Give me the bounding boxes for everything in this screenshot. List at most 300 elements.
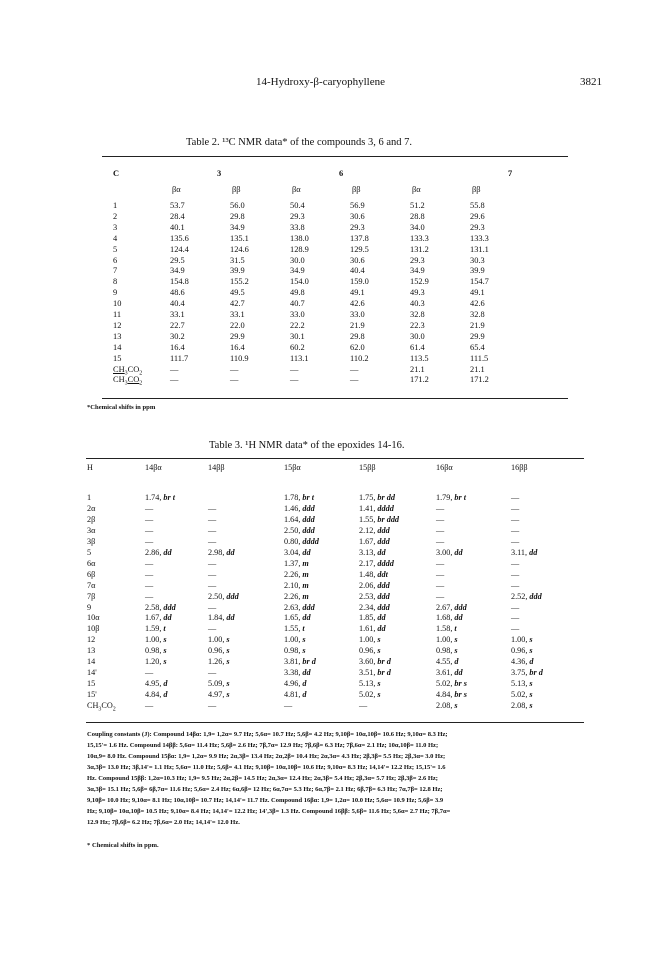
table2-cell: 33.1 <box>170 310 185 319</box>
table2-header-row <box>113 169 593 179</box>
coupling-line: 9,10β= 10.0 Hz; 9,10α= 8.1 Hz; 10α,10β= 10.7 Hz; 14,14'= 11.7 Hz. Compound 16βα: 1,9= 1,2α= 10.0 Hz; 5,6α= 10.9 Hz; 5,6β= 3.9 <box>87 797 444 804</box>
table2-cell: 131.1 <box>470 244 489 254</box>
table2-row-label: 1 <box>113 201 118 210</box>
table3-row-label: 12 <box>87 635 96 645</box>
table2-cell: 53.7 <box>170 201 185 210</box>
table3-cell: 1.84, dd <box>208 613 235 623</box>
table2-cell: — <box>230 364 239 374</box>
table2-cell: 29.8 <box>350 331 365 341</box>
table3-cell: 4.84, br s <box>436 690 467 700</box>
table3-cell: 1.00, s <box>145 635 167 645</box>
table3-cell: 2.52, ddd <box>511 591 542 601</box>
table3-cell: — <box>511 514 520 524</box>
table3-header: 15βα <box>284 463 301 472</box>
table2-cell: 159.0 <box>350 277 369 287</box>
table3-cell: 0.96, s <box>359 646 381 656</box>
table2-compound-6: 6 <box>339 169 344 178</box>
table3-cell: — <box>145 558 154 568</box>
table3-row-label: 15 <box>87 679 96 689</box>
table2-cell: — <box>170 364 179 374</box>
table3-cell: 1.58, t <box>436 624 457 634</box>
table3-caption: Table 3. ¹H NMR data* of the epoxides 14-16. <box>209 440 405 451</box>
table3-row <box>87 603 587 613</box>
table3-cell: 2.34, ddd <box>359 602 390 612</box>
table3-row-label: 7β <box>87 591 96 601</box>
table2-cell: 32.8 <box>470 310 485 319</box>
page-number: 3821 <box>580 76 602 88</box>
table3-row-label: 1 <box>87 493 92 502</box>
table2-cell: 33.0 <box>350 310 365 319</box>
table2-cell: 49.5 <box>230 288 245 298</box>
table3-cell: — <box>511 624 520 634</box>
table3-row <box>87 515 587 525</box>
table3-cell: 3.75, br d <box>511 668 543 678</box>
table2-cell: 135.1 <box>230 233 249 243</box>
table3-cell: 2.63, ddd <box>284 602 315 612</box>
table2-cell: 113.5 <box>410 353 429 363</box>
table3-row-label: 2β <box>87 514 96 524</box>
table2-subheader: βα <box>172 185 181 194</box>
table2-cell: 51.2 <box>410 201 425 210</box>
table3-cell: 3.61, dd <box>436 668 463 678</box>
table2-cell: 28.8 <box>410 211 425 221</box>
table2-row-label: 13 <box>113 331 122 341</box>
table2-row <box>113 299 593 309</box>
table2-row <box>113 354 593 364</box>
table2-row <box>113 212 593 222</box>
coupling-line: Hz. Compound 15ββ: 1,2α=10.3 Hz; 1,9= 9.5 Hz; 2α,2β= 14.5 Hz; 2α,3α= 12.4 Hz; 2α,3β= 5.4 Hz; 2β,3α= 5.7 Hz; 2β,3β= 2.6 Hz; <box>87 775 438 782</box>
table2-cell: 21.1 <box>410 364 425 374</box>
table2-cell: 40.4 <box>170 299 185 309</box>
table2-subheader: βα <box>292 185 301 194</box>
table3-cell: 2.08, s <box>511 701 533 711</box>
table2-cell: 171.2 <box>470 375 489 385</box>
table2-top-rule <box>102 156 568 157</box>
table2-row <box>113 277 593 287</box>
table2-cell: 39.9 <box>230 266 245 276</box>
table3-row-label: 15' <box>87 690 97 700</box>
table3-cell: 1.48, ddt <box>359 569 388 579</box>
table3-cell: — <box>208 525 217 535</box>
coupling-line: 3α,3β= 15.1 Hz; 5,6β= 6β,7α= 11.6 Hz; 5,6α= 2.4 Hz; 6α,6β= 12 Hz; 6α,7α= 5.3 Hz; 6α,7β= 2.1 Hz; 6β,7β= 6.3 Hz; 7α,7β= 12.8 Hz; <box>87 786 443 793</box>
table3-cell: 1.37, m <box>284 558 309 568</box>
table3-cell: 0.96, s <box>511 646 533 656</box>
table2-row <box>113 266 593 276</box>
table2-cell: 29.3 <box>410 255 425 265</box>
table2-cell: 171.2 <box>410 375 429 385</box>
table2-cell: 34.9 <box>410 266 425 276</box>
table3-row-label: 2α <box>87 503 96 513</box>
table2-cell: 29.6 <box>470 211 485 221</box>
table3-cell: — <box>145 525 154 535</box>
table2-cell: — <box>290 375 299 385</box>
table3-cell: 3.13, dd <box>359 547 386 557</box>
table3-cell: 3.38, dd <box>284 668 311 678</box>
table2-cell: 60.2 <box>290 342 305 352</box>
table2-row-label: 12 <box>113 320 122 330</box>
table3-row <box>87 624 587 634</box>
table3-cell: 1.79, br t <box>436 493 467 502</box>
table3-row <box>87 592 587 602</box>
table3-cell: 1.67, ddd <box>359 536 390 546</box>
table2-cell: 30.6 <box>350 211 365 221</box>
table3-cell: 5.02, s <box>359 690 381 700</box>
table3-cell: — <box>208 503 217 513</box>
table2-cell: 133.3 <box>410 233 429 243</box>
table3-cell: — <box>208 701 217 711</box>
table3-row-label: 10β <box>87 624 100 634</box>
table3-cell: 1.20, s <box>145 657 167 667</box>
table2-cell: 111.7 <box>170 353 189 363</box>
table3-cell: 1.68, dd <box>436 613 463 623</box>
table2-bottom-rule <box>102 398 568 399</box>
table2-cell: — <box>170 375 179 385</box>
table2-col-c: C <box>113 169 120 178</box>
table2-row-label: 4 <box>113 233 118 243</box>
table3-cell: — <box>436 503 445 513</box>
table3-cell: 1.00, s <box>208 635 230 645</box>
table2-row-label: 5 <box>113 244 118 254</box>
coupling-line: 10α,9= 8.0 Hz. Compound 15βα: 1,9= 1,2α= 9.9 Hz; 2α,3β= 13.4 Hz; 2α,2β= 10.4 Hz; 2α,3α= 4.3 Hz; 2β,3β= 5.5 Hz; 2β,3α= 3.0 Hz; <box>87 753 446 760</box>
table2-cell: 110.9 <box>230 353 249 363</box>
table2-cell: 30.0 <box>290 255 305 265</box>
table2-row-label: 10 <box>113 299 122 309</box>
table3-cell: 0.98, s <box>145 646 167 656</box>
table2-row <box>113 343 593 353</box>
table3-cell: — <box>436 525 445 535</box>
table3-cell: — <box>436 569 445 579</box>
table3-cell: — <box>436 580 445 590</box>
table3-cell: 1.78, br t <box>284 493 315 502</box>
table3-cell: 5.02, br s <box>436 679 467 689</box>
table3-row-label: 14' <box>87 668 97 678</box>
table2-subheader-row <box>113 185 593 195</box>
table2-cell: 21.9 <box>470 320 485 330</box>
table3-top-rule <box>86 458 584 459</box>
table2-cell: 22.3 <box>410 320 425 330</box>
table2-subheader: βα <box>412 185 421 194</box>
table3-row <box>87 581 587 591</box>
table2-row-label: 11 <box>113 310 122 319</box>
table3-cell: 2.67, ddd <box>436 602 467 612</box>
table2-row-label: 15 <box>113 353 122 363</box>
table3-cell: 1.64, ddd <box>284 514 315 524</box>
table3-cell: 2.50, ddd <box>208 591 239 601</box>
table2-cell: 34.9 <box>290 266 305 276</box>
table3-row <box>87 504 587 514</box>
table2-row <box>113 332 593 342</box>
table2-row <box>113 288 593 298</box>
table2-cell: 34.9 <box>170 266 185 276</box>
table2-cell: 29.3 <box>350 222 365 232</box>
table2-row-label: 6 <box>113 255 118 265</box>
running-title: 14-Hydroxy-β-caryophyllene <box>256 76 385 88</box>
table3-cell: — <box>511 525 520 535</box>
table3-row-label: 3α <box>87 525 96 535</box>
coupling-line: 3α,3β= 13.0 Hz; 3β,14'= 1.1 Hz; 5,6α= 11.0 Hz; 5,6β= 4.1 Hz; 9,10β= 10α,10β= 10.6 Hz; 9,10α= 8.3 Hz; 14,14'= 12.2 Hz; 15,15'= 1.6 <box>87 764 446 771</box>
table3-row <box>87 668 587 678</box>
table2-cell: 40.7 <box>290 299 305 309</box>
table2-row-label: 7 <box>113 266 118 276</box>
table3-cell: 1.59, t <box>145 624 166 634</box>
table3-cell: — <box>436 536 445 546</box>
table2-cell: 131.2 <box>410 244 429 254</box>
table2-cell: 49.8 <box>290 288 305 298</box>
table3-cell: — <box>145 701 154 711</box>
table3-cell: 1.75, br dd <box>359 493 395 502</box>
table3-cell: 3.60, br d <box>359 657 391 667</box>
table2-cell: 22.7 <box>170 320 185 330</box>
table2-cell: 113.1 <box>290 353 309 363</box>
table3-cell: — <box>511 613 520 623</box>
table3-row-label: 7α <box>87 580 96 590</box>
table2-cell: — <box>230 375 239 385</box>
table2-cell: 56.0 <box>230 201 245 210</box>
table3-cell: 0.98, s <box>436 646 458 656</box>
table3-cell: — <box>511 493 520 502</box>
table3-cell: 0.98, s <box>284 646 306 656</box>
table3-cell: 2.26, m <box>284 569 309 579</box>
table2-subheader: ββ <box>232 185 241 194</box>
table2-cell: 28.4 <box>170 211 185 221</box>
table3-row <box>87 679 587 689</box>
table3-cell: — <box>145 668 154 678</box>
table3-row <box>87 701 587 711</box>
table3-cell: — <box>208 514 217 524</box>
table3-cell: 3.00, dd <box>436 547 463 557</box>
table2-cell: 33.1 <box>230 310 245 319</box>
table3-cell: — <box>208 536 217 546</box>
table3-cell: — <box>145 569 154 579</box>
table3-row <box>87 570 587 580</box>
table3-cell: 2.26, m <box>284 591 309 601</box>
table2-cell: 50.4 <box>290 201 305 210</box>
table2-cell: — <box>290 364 299 374</box>
table3-cell: 2.98, dd <box>208 547 235 557</box>
table2-cell: 42.6 <box>350 299 365 309</box>
table3-cell: 3.81, br d <box>284 657 316 667</box>
table3-cell: — <box>208 602 217 612</box>
table3-cell: — <box>511 602 520 612</box>
table2-cell: 32.8 <box>410 310 425 319</box>
table3-cell: — <box>359 701 368 711</box>
table3-cell: 2.06, ddd <box>359 580 390 590</box>
table3-cell: — <box>208 569 217 579</box>
table2-row <box>113 365 593 375</box>
table3-row <box>87 690 587 700</box>
table2-cell: 30.1 <box>290 331 305 341</box>
table3-footnote: * Chemical shifts in ppm. <box>87 842 159 849</box>
table3-cell: 3.04, dd <box>284 547 311 557</box>
table3-header: 14βα <box>145 463 162 472</box>
table2-row <box>113 321 593 331</box>
table3-cell: — <box>145 536 154 546</box>
table3-cell: 4.81, d <box>284 690 307 700</box>
table2-cell: 29.9 <box>470 331 485 341</box>
table3-cell: 5.02, s <box>511 690 533 700</box>
table2-cell: 55.8 <box>470 201 485 210</box>
table3-row <box>87 635 587 645</box>
table3-cell: 1.61, dd <box>359 624 386 634</box>
table2-cell: 124.6 <box>230 244 249 254</box>
table3-bottom-rule <box>86 722 584 723</box>
table3-cell: — <box>208 668 217 678</box>
table3-cell: 4.97, s <box>208 690 230 700</box>
table3-header: 16βα <box>436 463 453 472</box>
table2-row-label: $CH_3CO_2$ <box>113 364 143 377</box>
table3-row <box>87 493 587 503</box>
table2-cell: 154.0 <box>290 277 309 287</box>
table3-cell: 1.46, ddd <box>284 503 315 513</box>
table2-cell: 110.2 <box>350 353 369 363</box>
table3-cell: 1.65, dd <box>284 613 311 623</box>
table2-cell: 40.4 <box>350 266 365 276</box>
table2-cell: 111.5 <box>470 353 489 363</box>
table2-cell: 29.8 <box>230 211 245 221</box>
table3-row <box>87 548 587 558</box>
table3-row-label: 6α <box>87 558 96 568</box>
table2-cell: 48.6 <box>170 288 185 298</box>
table3-cell: 5.13, s <box>359 679 381 689</box>
table3-cell: 1.67, dd <box>145 613 172 623</box>
table2-cell: 40.3 <box>410 299 425 309</box>
table2-row <box>113 201 593 211</box>
table3-cell: — <box>208 624 217 634</box>
table2-cell: 21.9 <box>350 320 365 330</box>
table2-cell: 31.5 <box>230 255 245 265</box>
table2-row-label: 2 <box>113 211 118 221</box>
table3-cell: 2.86, dd <box>145 547 172 557</box>
table3-row <box>87 559 587 569</box>
table3-cell: — <box>145 503 154 513</box>
table2-cell: 129.5 <box>350 244 369 254</box>
table2-cell: 138.0 <box>290 233 309 243</box>
table3-header: H <box>87 463 93 472</box>
table2-cell: 135.6 <box>170 233 189 243</box>
table3-cell: 4.55, d <box>436 657 459 667</box>
table3-row <box>87 537 587 547</box>
table2-cell: 40.1 <box>170 222 185 232</box>
table2-row-label: 14 <box>113 342 122 352</box>
table3-cell: 1.55, t <box>284 624 305 634</box>
table3-cell: — <box>511 569 520 579</box>
table3-cell: 2.58, ddd <box>145 602 176 612</box>
table3-row-label: 10α <box>87 613 100 623</box>
table2-cell: 22.2 <box>290 320 305 330</box>
table2-cell: 21.1 <box>470 364 485 374</box>
table2-cell: 65.4 <box>470 342 485 352</box>
table3-cell: 1.00, s <box>359 635 381 645</box>
table3-row-label: 5 <box>87 547 92 557</box>
table2-cell: 29.5 <box>170 255 185 265</box>
table2-cell: 29.3 <box>470 222 485 232</box>
table3-row <box>87 613 587 623</box>
table3-cell: — <box>436 514 445 524</box>
table2-cell: — <box>350 375 359 385</box>
table2-cell: 29.9 <box>230 331 245 341</box>
table3-cell: 0.96, s <box>208 646 230 656</box>
table2-row <box>113 245 593 255</box>
table2-cell: 33.0 <box>290 310 305 319</box>
table2-cell: 152.9 <box>410 277 429 287</box>
table3-cell: — <box>436 591 445 601</box>
table3-cell: 1.00, s <box>511 635 533 645</box>
table2-cell: 33.8 <box>290 222 305 232</box>
table3-row <box>87 646 587 656</box>
table3-cell: 4.84, d <box>145 690 168 700</box>
table3-cell: 4.96, d <box>284 679 307 689</box>
table2-caption: Table 2. ¹³C NMR data* of the compounds 3, 6 and 7. <box>186 137 413 148</box>
table2-cell: 137.8 <box>350 233 369 243</box>
table3-row <box>87 526 587 536</box>
table3-cell: — <box>145 580 154 590</box>
table3-cell: 2.12, ddd <box>359 525 390 535</box>
table3-cell: 1.00, s <box>284 635 306 645</box>
table3-cell: — <box>511 503 520 513</box>
table3-header: 16ββ <box>511 463 528 472</box>
table2-cell: 61.4 <box>410 342 425 352</box>
table2-cell: 128.9 <box>290 244 309 254</box>
table3-cell: 5.09, s <box>208 679 230 689</box>
table3-row-label: 6β <box>87 569 96 579</box>
table3-cell: — <box>436 558 445 568</box>
table3-cell: 1.26, s <box>208 657 230 667</box>
coupling-line: Coupling constants (J): Compound 14βα: 1,9= 1,2α= 9.7 Hz; 5,6α= 10.7 Hz; 5,6β= 4.2 Hz; 9,10β= 10α,10β= 10.6 Hz; 9,10α= 8.3 Hz; <box>87 731 448 738</box>
table2-cell: 56.9 <box>350 201 365 210</box>
table3-cell: — <box>208 580 217 590</box>
table2-row <box>113 310 593 320</box>
table3-cell: 1.00, s <box>436 635 458 645</box>
table2-compound-3: 3 <box>217 169 222 178</box>
table3-cell: 2.10, m <box>284 580 309 590</box>
table2-cell: 42.6 <box>470 299 485 309</box>
table2-cell: 29.3 <box>290 211 305 221</box>
table3-cell: — <box>511 558 520 568</box>
table2-cell: 22.0 <box>230 320 245 330</box>
coupling-constants-paragraph <box>87 729 593 828</box>
table3-cell: 2.17, dddd <box>359 558 394 568</box>
table3-cell: 2.53, ddd <box>359 591 390 601</box>
table3-header-row <box>87 463 587 473</box>
table3-cell: — <box>511 536 520 546</box>
table3-header: 15ββ <box>359 463 376 472</box>
table3-row <box>87 657 587 667</box>
table3-row-label: 14 <box>87 657 96 667</box>
table2-cell: 30.3 <box>470 255 485 265</box>
table2-footnote: *Chemical shifts in ppm <box>87 404 156 411</box>
table2-cell: 30.0 <box>410 331 425 341</box>
table2-row-label: 3 <box>113 222 118 232</box>
table3-cell: 2.50, ddd <box>284 525 315 535</box>
table2-cell: 39.9 <box>470 266 485 276</box>
table2-cell: — <box>350 364 359 374</box>
coupling-line: Hz; 9,10β= 10α,10β= 10.5 Hz; 9,10α= 8.4 Hz; 14,14'= 12.2 Hz; 14',3β= 1.3 Hz. Compound 16ββ: 5,6β= 11.6 Hz; 5,6α= 2.7 Hz; 7β,7α= <box>87 808 451 815</box>
table3-cell: 1.55, br ddd <box>359 514 400 524</box>
table2-cell: 34.0 <box>410 222 425 232</box>
table3-cell: 1.85, dd <box>359 613 386 623</box>
table2-cell: 42.7 <box>230 299 245 309</box>
table2-row <box>113 256 593 266</box>
table2-row <box>113 234 593 244</box>
table3-header: 14ββ <box>208 463 225 472</box>
table3-cell: — <box>145 591 154 601</box>
table3-cell: — <box>208 558 217 568</box>
table2-cell: 30.2 <box>170 331 185 341</box>
table2-cell: 133.3 <box>470 233 489 243</box>
table2-cell: 34.9 <box>230 222 245 232</box>
table3-cell: 3.51, br d <box>359 668 391 678</box>
coupling-line: 12.9 Hz; 7β,6β= 6.2 Hz; 7β,6α= 2.0 Hz; 14,14'= 12.0 Hz. <box>87 819 240 826</box>
